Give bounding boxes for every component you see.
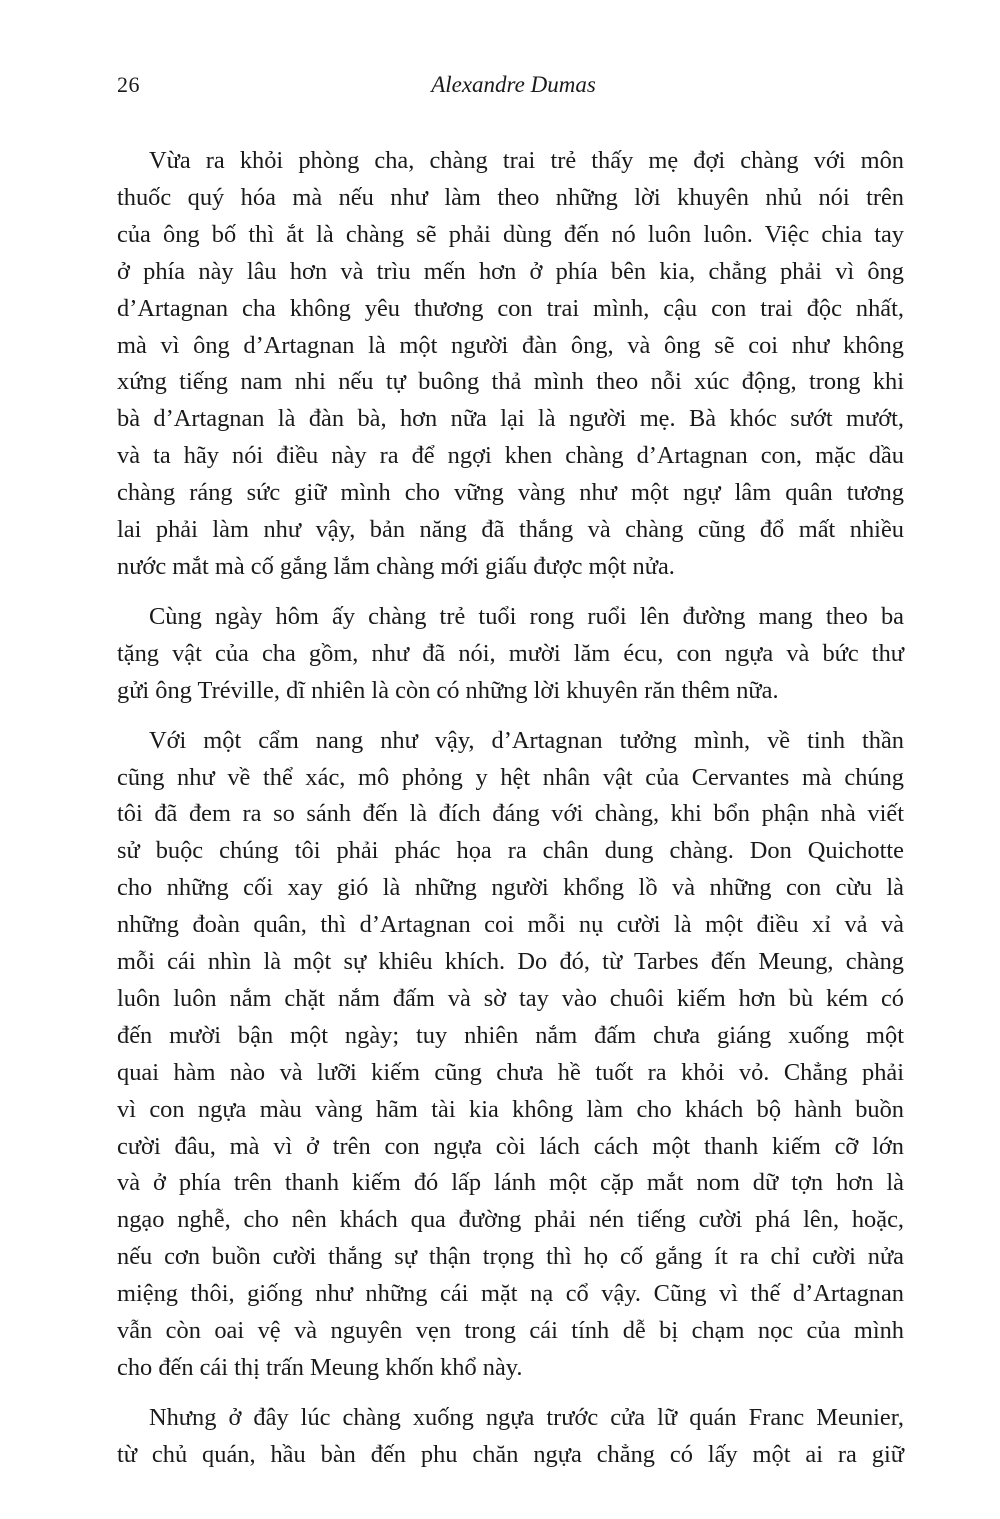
text-line: luôn luôn nắm chặt nắm đấm và sờ tay vào chuôi kiếm hơn bù kém có [117,984,904,1012]
page-number: 26 [117,72,140,97]
text-line: vì con ngựa màu vàng hãm tài kia không làm cho khách bộ hành buồn [117,1095,904,1123]
text-line: Vừa ra khỏi phòng cha, chàng trai trẻ thấy mẹ đợi chàng với môn [149,147,904,174]
text-line: cho những cối xay gió là những người khổng lồ và những con cừu là [117,874,904,902]
text-line: lai phải làm như vậy, bản năng đã thắng và chàng cũng đổ mất nhiều [117,516,904,544]
text-line: vẫn còn oai vệ và nguyên vẹn trong cái tính dễ bị chạm nọc của mình [117,1317,904,1345]
text-line: chàng ráng sức giữ mình cho vững vàng như một ngự lâm quân tương [117,479,904,507]
text-line: Nhưng ở đây lúc chàng xuống ngựa trước cửa lữ quán Franc Meunier, [149,1403,904,1431]
body-text [117,143,904,1487]
text-line: và ta hãy nói điều này ra để ngợi khen chàng d’Artagnan con, mặc dầu [117,442,904,470]
text-line: và ở phía trên thanh kiếm đó lấp lánh một cặp mắt nom dữ tợn hơn là [117,1169,904,1197]
text-line: nếu cơn buồn cười thắng sự thận trọng thì họ cố gắng ít ra chỉ cười nửa [117,1243,904,1271]
page-header [117,72,904,102]
text-line: d’Artagnan cha không yêu thương con trai mình, cậu con trai độc nhất, [117,294,904,322]
text-line: ở phía này lâu hơn và trìu mến hơn ở phía bên kia, chẳng phải vì ông [117,257,904,285]
text-line: từ chủ quán, hầu bàn đến phu chăn ngựa chẳng có lấy một ai ra giữ [117,1440,904,1468]
paragraph [117,723,904,1387]
text-line: gửi ông Tréville, dĩ nhiên là còn có những lời khuyên răn thêm nữa. [117,676,779,704]
text-line: nước mắt mà cố gắng lắm chàng mới giấu được một nửa. [117,552,675,580]
text-line: mà vì ông d’Artagnan là một người đàn ông, và ông sẽ coi như không [117,331,904,359]
text-line: tôi đã đem ra so sánh đến là đích đáng với chàng, khi bổn phận nhà viết [117,800,904,828]
text-line: bà d’Artagnan là đàn bà, hơn nữa lại là người mẹ. Bà khóc sướt mướt, [117,405,904,433]
text-line: Với một cẩm nang như vậy, d’Artagnan tưởng mình, về tinh thần [149,726,904,754]
text-line: xứng tiếng nam nhi nếu tự buông thả mình theo nỗi xúc động, trong khi [117,368,904,396]
text-line: Cùng ngày hôm ấy chàng trẻ tuổi rong ruổi lên đường mang theo ba [149,602,904,630]
text-line: thuốc quý hóa mà nếu như làm theo những lời khuyên nhủ nói trên [117,183,904,211]
text-line: quai hàm nào và lưỡi kiếm cũng chưa hề tuốt ra khỏi vỏ. Chẳng phải [117,1058,904,1086]
running-head-author: Alexandre Dumas [431,72,596,97]
text-line: ngạo nghễ, cho nên khách qua đường phải nén tiếng cười phá lên, hoặc, [117,1206,904,1234]
text-line: sử buộc chúng tôi phải phác họa ra chân dung chàng. Don Quichotte [117,837,904,865]
text-line: miệng thôi, giống như những cái mặt nạ cổ vậy. Cũng vì thế d’Artagnan [117,1280,904,1308]
text-line: của ông bố thì ắt là chàng sẽ phải dùng đến nó luôn luôn. Việc chia tay [117,220,904,248]
text-line: đến mười bận một ngày; tuy nhiên nắm đấm chưa giáng xuống một [117,1021,904,1049]
text-line: tặng vật của cha gồm, như đã nói, mười lăm écu, con ngựa và bức thư [117,639,904,667]
text-line: cười đâu, mà vì ở trên con ngựa còi lách cách một thanh kiếm cỡ lớn [117,1132,904,1160]
paragraph [117,1400,904,1474]
paragraph [117,143,904,586]
paragraph [117,599,904,710]
text-line: cho đến cái thị trấn Meung khốn khổ này. [117,1354,523,1381]
text-line: những đoàn quân, thì d’Artagnan coi mỗi nụ cười là một điều xỉ vả và [117,911,904,939]
text-line: mỗi cái nhìn là một sự khiêu khích. Do đó, từ Tarbes đến Meung, chàng [117,948,904,976]
text-line: cũng như về thể xác, mô phỏng y hệt nhân vật của Cervantes mà chúng [117,763,904,791]
